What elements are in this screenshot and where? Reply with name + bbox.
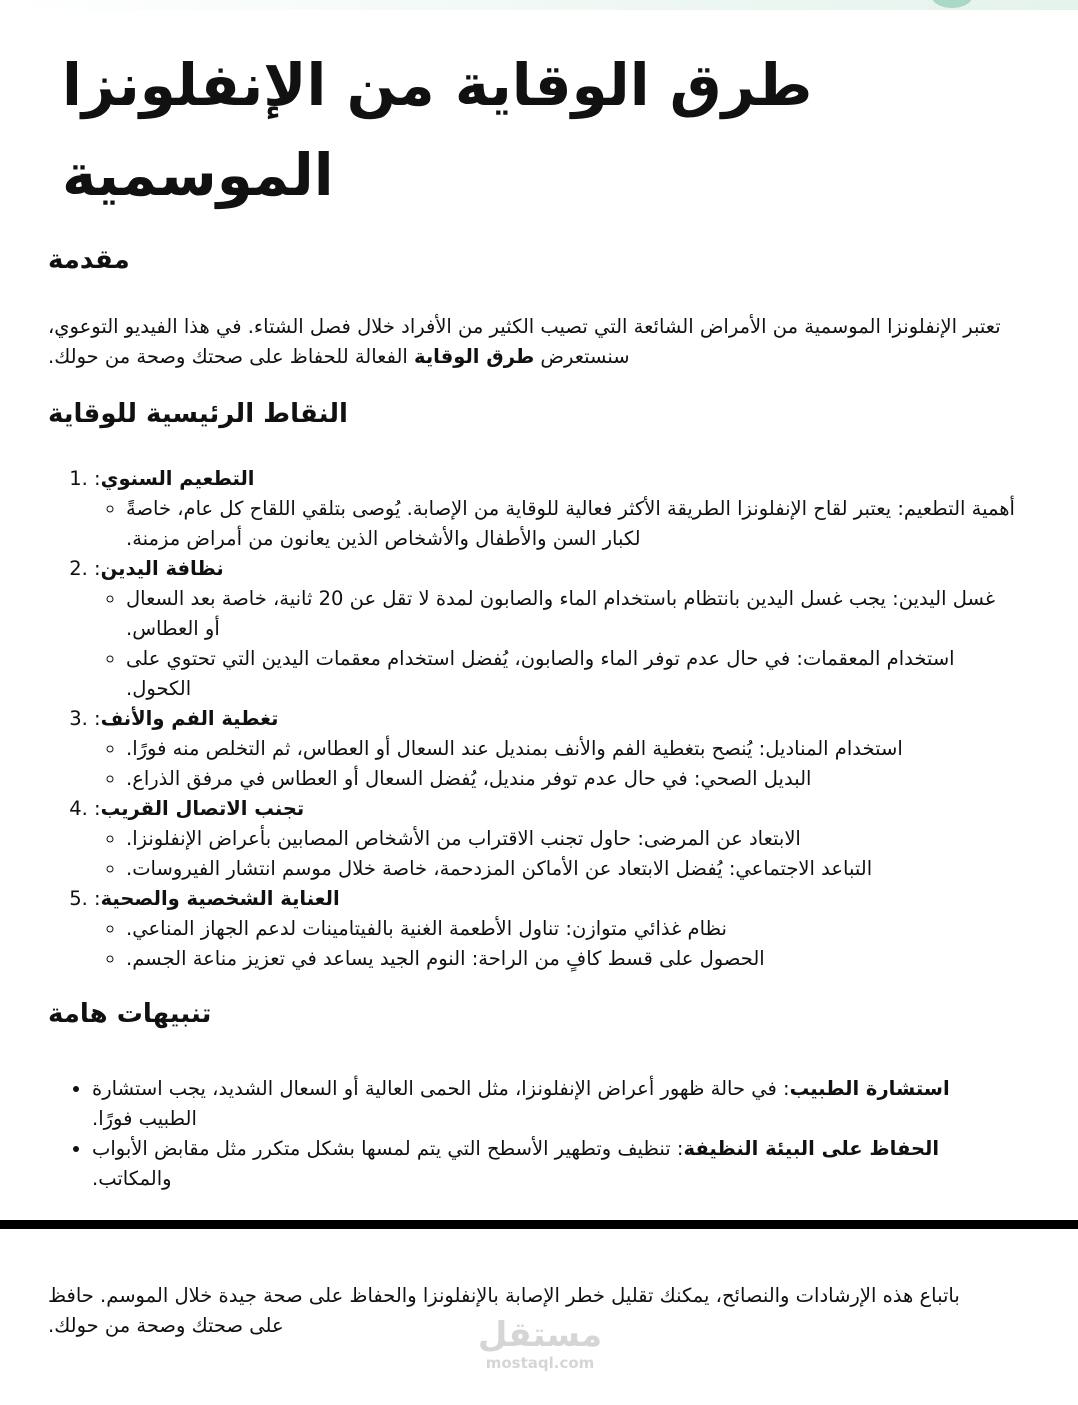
- intro-text-bold: طرق الوقاية: [414, 345, 535, 368]
- sub-item-text: ◦ أهمية التطعيم: يعتبر لقاح الإنفلونزا الطريقة الأكثر فعالية للوقاية من الإصابة. يُوصى بتلقي اللقاح كل عام، خاصةً لكبار السن والأطفال والأشخاص الذين يعانون من أمراض مزمنة.: [126, 497, 1015, 550]
- important-notes-heading: تنبيهات هامة: [48, 999, 212, 1029]
- note-item: [92, 1134, 1018, 1194]
- closing-paragraph: باتباع هذه الإرشادات والنصائح، يمكنك تقليل خطر الإصابة بالإنفلونزا والحفاظ على صحة جيدة خلال الموسم. حافظ على صحتك وصحة من حولك.: [48, 1284, 960, 1337]
- top-accent-bar: [0, 0, 1078, 10]
- sub-item-text: ◦ استخدام المناديل: يُنصح بتغطية الفم والأنف بمنديل عند السعال أو العطاس، ثم التخلص منه فورًا.: [126, 737, 903, 760]
- list-item: [94, 704, 1018, 794]
- note-text: : تنظيف وتطهير الأسطح التي يتم لمسها بشكل متكرر مثل مقابض الأبواب والمكاتب.: [92, 1137, 684, 1190]
- sub-list: [94, 914, 1018, 974]
- sub-list: [94, 584, 1018, 704]
- sub-item-text: ◦ نظام غذائي متوازن: تناول الأطعمة الغنية بالفيتامينات لدعم الجهاز المناعي.: [126, 917, 727, 940]
- sub-item-text: ◦ التباعد الاجتماعي: يُفضل الابتعاد عن الأماكن المزدحمة، خاصة خلال موسم انتشار الفيروسات.: [126, 857, 873, 880]
- sub-list-item: [126, 584, 1018, 644]
- intro-paragraph: [48, 312, 1018, 372]
- sub-list-item: [126, 944, 1018, 974]
- note-item: [92, 1074, 1018, 1134]
- sub-list-item: [126, 914, 1018, 944]
- sub-list-item: [126, 734, 1018, 764]
- point-title-suffix: :: [94, 797, 101, 820]
- sub-list: [94, 824, 1018, 884]
- sub-list-item: [126, 764, 1018, 794]
- sub-list: [94, 734, 1018, 794]
- list-item: [94, 794, 1018, 884]
- point-title-suffix: :: [94, 887, 101, 910]
- note-bold: استشارة الطبيب: [789, 1077, 950, 1100]
- point-title: التطعيم السنوي: [100, 467, 255, 490]
- important-notes-list: [48, 1074, 1018, 1194]
- point-title-suffix: :: [94, 707, 101, 730]
- intro-text-end: الفعالة للحفاظ على صحتك وصحة من حولك.: [48, 345, 414, 368]
- intro-text-start: تعتبر الإنفلونزا الموسمية من الأمراض الشائعة التي تصيب الكثير من الأفراد خلال فصل الشتاء. في هذا الفيديو التوعوي، سنستعرض: [48, 315, 1001, 368]
- sub-item-text: ◦ البديل الصحي: في حال عدم توفر منديل، يُفضل السعال أو العطاس في مرفق الذراع.: [126, 767, 812, 790]
- list-item: [94, 464, 1018, 554]
- page-title: طرق الوقاية من الإنفلونزا الموسمية: [62, 51, 813, 209]
- point-title-suffix: :: [94, 467, 101, 490]
- point-title: تغطية الفم والأنف: [100, 707, 279, 730]
- watermark-logo: [470, 1316, 610, 1376]
- point-title: نظافة اليدين: [100, 557, 224, 580]
- watermark-logo-text: مستقل: [477, 1315, 603, 1355]
- note-bold: الحفاظ على البيئة النظيفة: [683, 1137, 940, 1160]
- section-divider: [0, 1220, 1078, 1229]
- sub-list: [94, 494, 1018, 554]
- watermark-url: mostaql.com: [485, 1354, 595, 1372]
- sub-item-text: ◦ الابتعاد عن المرضى: حاول تجنب الاقتراب من الأشخاص المصابين بأعراض الإنفلونزا.: [126, 827, 801, 850]
- sub-list-item: [126, 854, 1018, 884]
- list-item: [94, 554, 1018, 704]
- sub-item-text: ◦ استخدام المعقمات: في حال عدم توفر الماء والصابون، يُفضل استخدام معقمات اليدين التي تحتوي على الكحول.: [126, 647, 955, 700]
- prevention-points-heading: النقاط الرئيسية للوقاية: [48, 399, 348, 429]
- note-text: : في حالة ظهور أعراض الإنفلونزا، مثل الحمى العالية أو السعال الشديد، يجب استشارة الطبيب فورًا.: [92, 1077, 790, 1130]
- intro-heading: مقدمة: [48, 245, 130, 275]
- point-title: تجنب الاتصال القريب: [100, 797, 305, 820]
- point-title: العناية الشخصية والصحية: [100, 887, 340, 910]
- sub-list-item: [126, 494, 1018, 554]
- sub-item-text: ◦ الحصول على قسط كافٍ من الراحة: النوم الجيد يساعد في تعزيز مناعة الجسم.: [126, 947, 765, 970]
- sub-list-item: [126, 644, 1018, 704]
- sub-list-item: [126, 824, 1018, 854]
- prevention-points-list: [48, 464, 1018, 974]
- sub-item-text: ◦ غسل اليدين: يجب غسل اليدين بانتظام باستخدام الماء والصابون لمدة لا تقل عن 20 ثانية، خاصة بعد السعال أو العطاس.: [126, 587, 996, 640]
- point-title-suffix: :: [94, 557, 101, 580]
- list-item: [94, 884, 1018, 974]
- document-page: [48, 40, 1018, 1194]
